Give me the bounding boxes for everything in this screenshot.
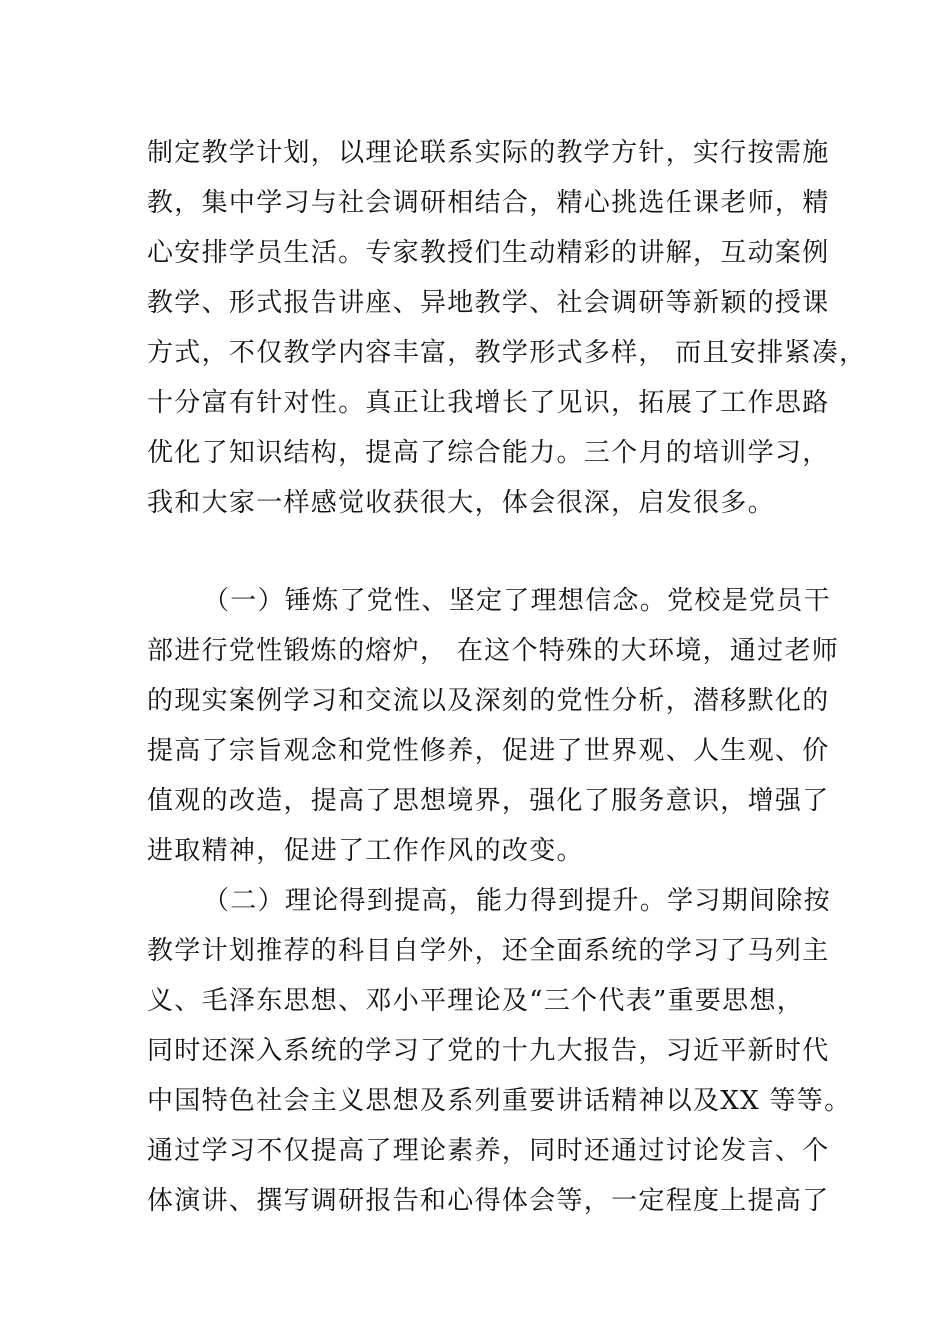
section1-heading-line: （一）锤炼了党性、坚定了理想信念。党校是党员干 <box>203 586 831 616</box>
section1-line-4: 提高了宗旨观念和党性修养，促进了世界观、人生观、价 <box>147 736 830 766</box>
section2-line-3: 义、毛泽东思想、邓小平理论及“三个代表”重要思想， <box>147 986 805 1016</box>
section1-line-2: 部进行党性锻炼的熔炉， 在这个特殊的大环境，通过老师 <box>147 636 840 666</box>
intro-line-6: 十分富有针对性。真正让我增长了见识，拓展了工作思路 <box>147 388 830 418</box>
section2-line-6: 通过学习不仅提高了理论素养，同时还通过讨论发言、个 <box>147 1136 830 1166</box>
intro-line-2: 教，集中学习与社会调研相结合，精心挑选任课老师，精 <box>147 188 830 218</box>
section2-line-4: 同时还深入系统的学习了党的十九大报告，习近平新时代 <box>147 1036 830 1066</box>
intro-line-1: 制定教学计划，以理论联系实际的教学方针，实行按需施 <box>147 138 830 168</box>
intro-line-8: 我和大家一样感觉收获很大，体会很深，启发很多。 <box>147 488 775 518</box>
section1-line-5: 值观的改造，提高了思想境界，强化了服务意识，增强了 <box>147 786 830 816</box>
intro-line-3: 心安排学员生活。专家教授们生动精彩的讲解，互动案例 <box>147 238 830 268</box>
intro-line-5: 方式，不仅教学内容丰富，教学形式多样， 而且安排紧凑， <box>147 338 867 368</box>
intro-line-4: 教学、形式报告讲座、异地教学、社会调研等新颖的授课 <box>147 288 830 318</box>
intro-line-7: 优化了知识结构，提高了综合能力。三个月的培训学习， <box>147 438 830 468</box>
section2-line-5: 中国特色社会主义思想及系列重要讲话精神以及XX 等等。 <box>147 1086 852 1116</box>
section1-line-6: 进取精神，促进了工作作风的改变。 <box>147 836 584 866</box>
section2-line-7: 体演讲、撰写调研报告和心得体会等，一定程度上提高了 <box>147 1186 830 1216</box>
section1-line-3: 的现实案例学习和交流以及深刻的党性分析，潜移默化的 <box>147 686 830 716</box>
section2-heading-line: （二）理论得到提高，能力得到提升。学习期间除按 <box>203 886 831 916</box>
section2-line-2: 教学计划推荐的科目自学外，还全面系统的学习了马列主 <box>147 936 830 966</box>
